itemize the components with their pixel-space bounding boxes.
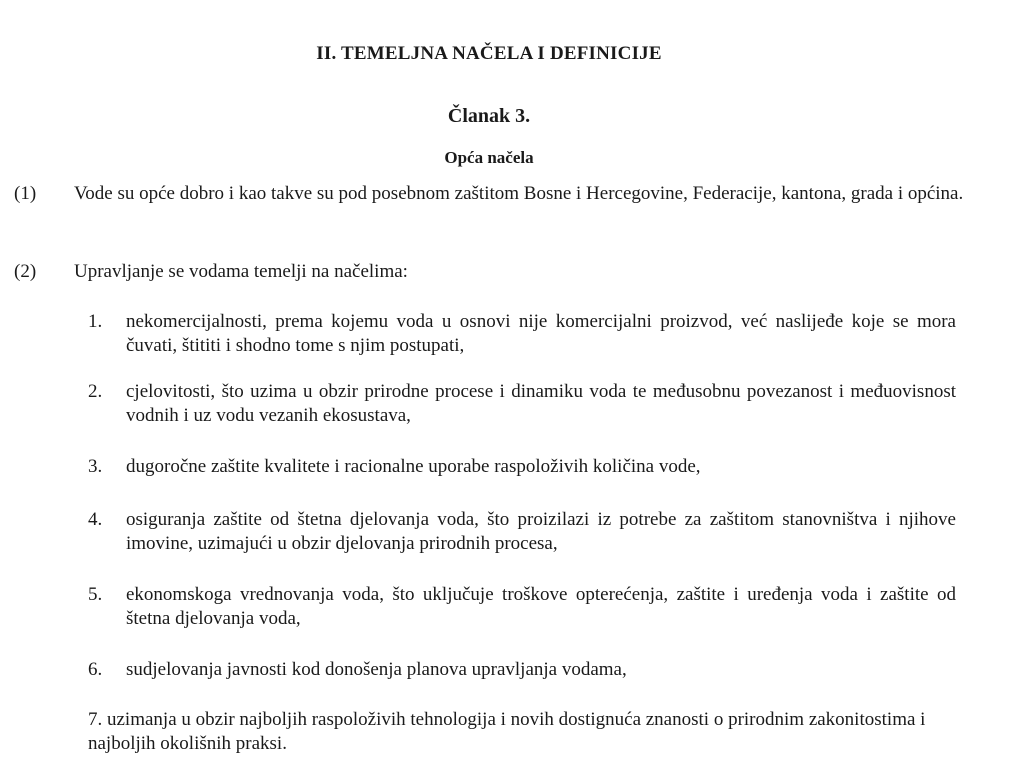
- paragraph-number: (2): [14, 261, 37, 282]
- article-subtitle: Opća načela: [444, 148, 534, 167]
- list-item-number: 3.: [88, 456, 103, 477]
- list-item-text: sudjelovanja javnosti kod donošenja planova upravljanja vodama,: [126, 659, 627, 680]
- list-item-text: dugoročne zaštite kvalitete i racionalne uporabe raspoloživih količina vode,: [126, 456, 701, 477]
- list-item-number: 7.: [88, 709, 103, 730]
- list-item-number: 1.: [88, 311, 103, 332]
- list-item-number: 4.: [88, 509, 103, 530]
- list-item-text: uzimanja u obzir najboljih raspoloživih tehnologija i novih dostignuća znanosti o prirodnim zakonitostima i najboljih okolišnih praksi.: [88, 709, 926, 754]
- section-title: II. TEMELJNA NAČELA I DEFINICIJE: [316, 43, 662, 64]
- article-title: Članak 3.: [447, 105, 531, 127]
- list-item-text: osiguranja zaštite od štetna djelovanja voda, što proizilazi iz potrebe za zaštitom stanovništva i njihove imovine, uzimajući u obzir djelovanja prirodnih procesa,: [126, 509, 956, 554]
- list-item-text: cjelovitosti, što uzima u obzir prirodne procese i dinamiku voda te međusobnu povezanost i međuovisnost vodnih i uz vodu vezanih ekosustava,: [126, 381, 956, 426]
- list-item-number: 5.: [88, 584, 103, 605]
- paragraph-text: Vode su opće dobro i kao takve su pod posebnom zaštitom Bosne i Hercegovine, Federacije, kantona, grada i općina.: [74, 183, 964, 204]
- paragraph-number: (1): [14, 183, 37, 204]
- paragraph-2: [14, 260, 964, 284]
- list-item-number: 6.: [88, 659, 103, 680]
- paragraph-text: Upravljanje se vodama temelji na načelima:: [74, 261, 408, 282]
- list-item: [88, 708, 948, 756]
- list-item-text: ekonomskoga vrednovanja voda, što uključuje troškove opterećenja, zaštite i uređenja voda i zaštite od štetna djelovanja voda,: [126, 584, 956, 629]
- list-item-number: 2.: [88, 381, 103, 402]
- list-item-text: nekomercijalnosti, prema kojemu voda u osnovi nije komercijalni proizvod, već naslijeđe koje se mora čuvati, štititi i shodno tome s njim postupati,: [126, 311, 956, 356]
- paragraph-1: [14, 182, 964, 206]
